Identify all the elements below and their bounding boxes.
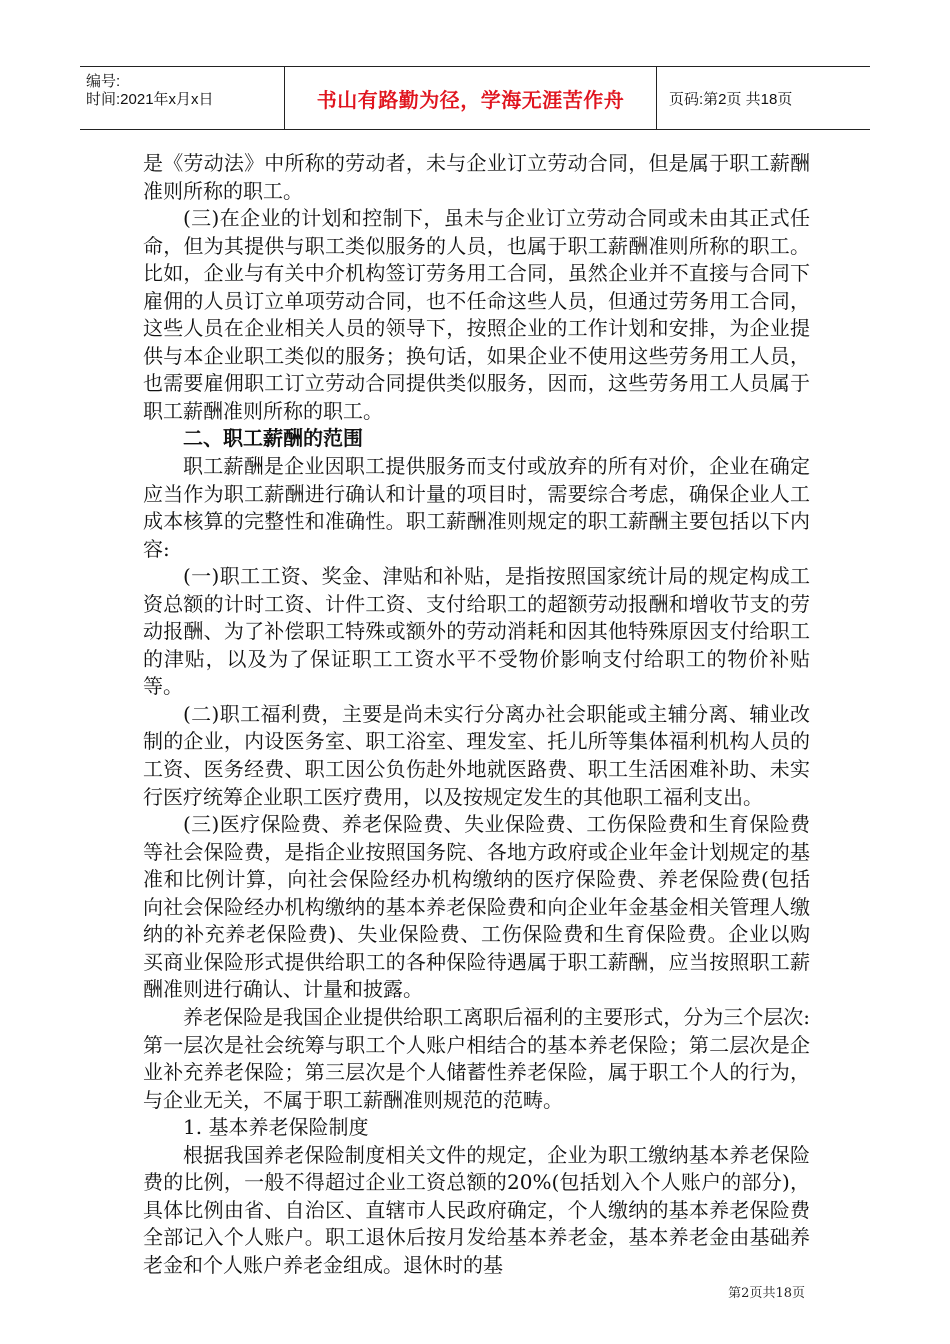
document-time-label: 时间:2021年x月x日 — [86, 91, 214, 108]
subheading-basic-pension: 1. 基本养老保险制度 — [183, 1115, 369, 1140]
page-footer: 第2页共18页 — [728, 1286, 805, 1301]
section-heading: 二、职工薪酬的范围 — [183, 426, 363, 451]
paragraph-social-insurance: (三)医疗保险费、养老保险费、失业保险费、工伤保险费和生育保险费等社会保险费，是指企业按照国务院、各地方政府或企业年金计划规定的基准和比例计算，向社会保险经办机构缴纳的医疗保险费、养老保险费(包括向社会保险经办机构缴纳的基本养老保险费和向企业年金基金相关管理人缴纳的补充养老保险费)、失业保险费、工伤保险费和生育保险费。企业以购买商业保险形式提供给职工的各种保险待遇属于职工薪酬，应当按照职工薪酬准则进行确认、计量和披露。 — [143, 812, 810, 1002]
paragraph-pension: 养老保险是我国企业提供给职工离职后福利的主要形式，分为三个层次:第一层次是社会统筹与职工个人账户相结合的基本养老保险；第二层次是企业补充养老保险；第三层次是个人储蓄性养老保险，属于职工个人的行为，与企业无关，不属于职工薪酬准则规范的范畴。 — [143, 1004, 810, 1112]
document-number-label: 编号: — [86, 73, 121, 90]
header-motto: 书山有路勤为径，学海无涯苦作舟 — [285, 67, 657, 129]
header-page-info: 页码:第2页 共18页 — [669, 90, 793, 108]
paragraph-wages: (一)职工工资、奖金、津贴和补贴，是指按照国家统计局的规定构成工资总额的计时工资、计件工资、支付给职工的超额劳动报酬和增收节支的劳动报酬、为了补偿职工特殊或额外的劳动消耗和因其他特殊原因支付给职工的津贴，以及为了保证职工工资水平不受物价影响支付给职工的物价补贴等。 — [143, 564, 810, 699]
paragraph-item-3: (三)在企业的计划和控制下，虽未与企业订立劳动合同或未由其正式任命，但为其提供与职工类似服务的人员，也属于职工薪酬准则所称的职工。比如，企业与有关中介机构签订劳务用工合同，虽然企业并不直接与合同下雇佣的人员订立单项劳动合同，也不任命这些人员，但通过劳务用工合同，这些人员在企业相关人员的领导下，按照企业的工作计划和安排，为企业提供与本企业职工类似的服务；换句话，如果企业不使用这些劳务用工人员，也需要雇佣职工订立劳动合同提供类似服务，因而，这些劳务用工人员属于职工薪酬准则所称的职工。 — [143, 206, 810, 423]
page-header — [80, 66, 870, 130]
paragraph-intro: 职工薪酬是企业因职工提供服务而支付或放弃的所有对价，企业在确定应当作为职工薪酬进行确认和计量的项目时，需要综合考虑，确保企业人工成本核算的完整性和准确性。职工薪酬准则规定的职工薪酬主要包括以下内容: — [143, 454, 810, 561]
paragraph-continuation: 是《劳动法》中所称的劳动者，未与企业订立劳动合同，但是属于职工薪酬准则所称的职工。 — [143, 151, 810, 203]
paragraph-welfare: (二)职工福利费，主要是尚未实行分离办社会职能或主辅分离、辅业改制的企业，内设医务室、职工浴室、理发室、托儿所等集体福利机构人员的工资、医务经费、职工因公负伤赴外地就医路费、职工生活困难补助、未实行医疗统筹企业职工医疗费用，以及按规定发生的其他职工福利支出。 — [143, 701, 810, 809]
paragraph-basic-pension: 根据我国养老保险制度相关文件的规定，企业为职工缴纳基本养老保险费的比例，一般不得超过企业工资总额的20%(包括划入个人账户的部分)，具体比例由省、自治区、直辖市人民政府确定，个人缴纳的基本养老保险费全部记入个人账户。职工退休后按月发给基本养老金，基本养老金由基础养老金和个人账户养老金组成。退休时的基 — [143, 1142, 810, 1277]
document-body — [143, 150, 810, 1279]
header-meta-cell — [80, 67, 285, 129]
